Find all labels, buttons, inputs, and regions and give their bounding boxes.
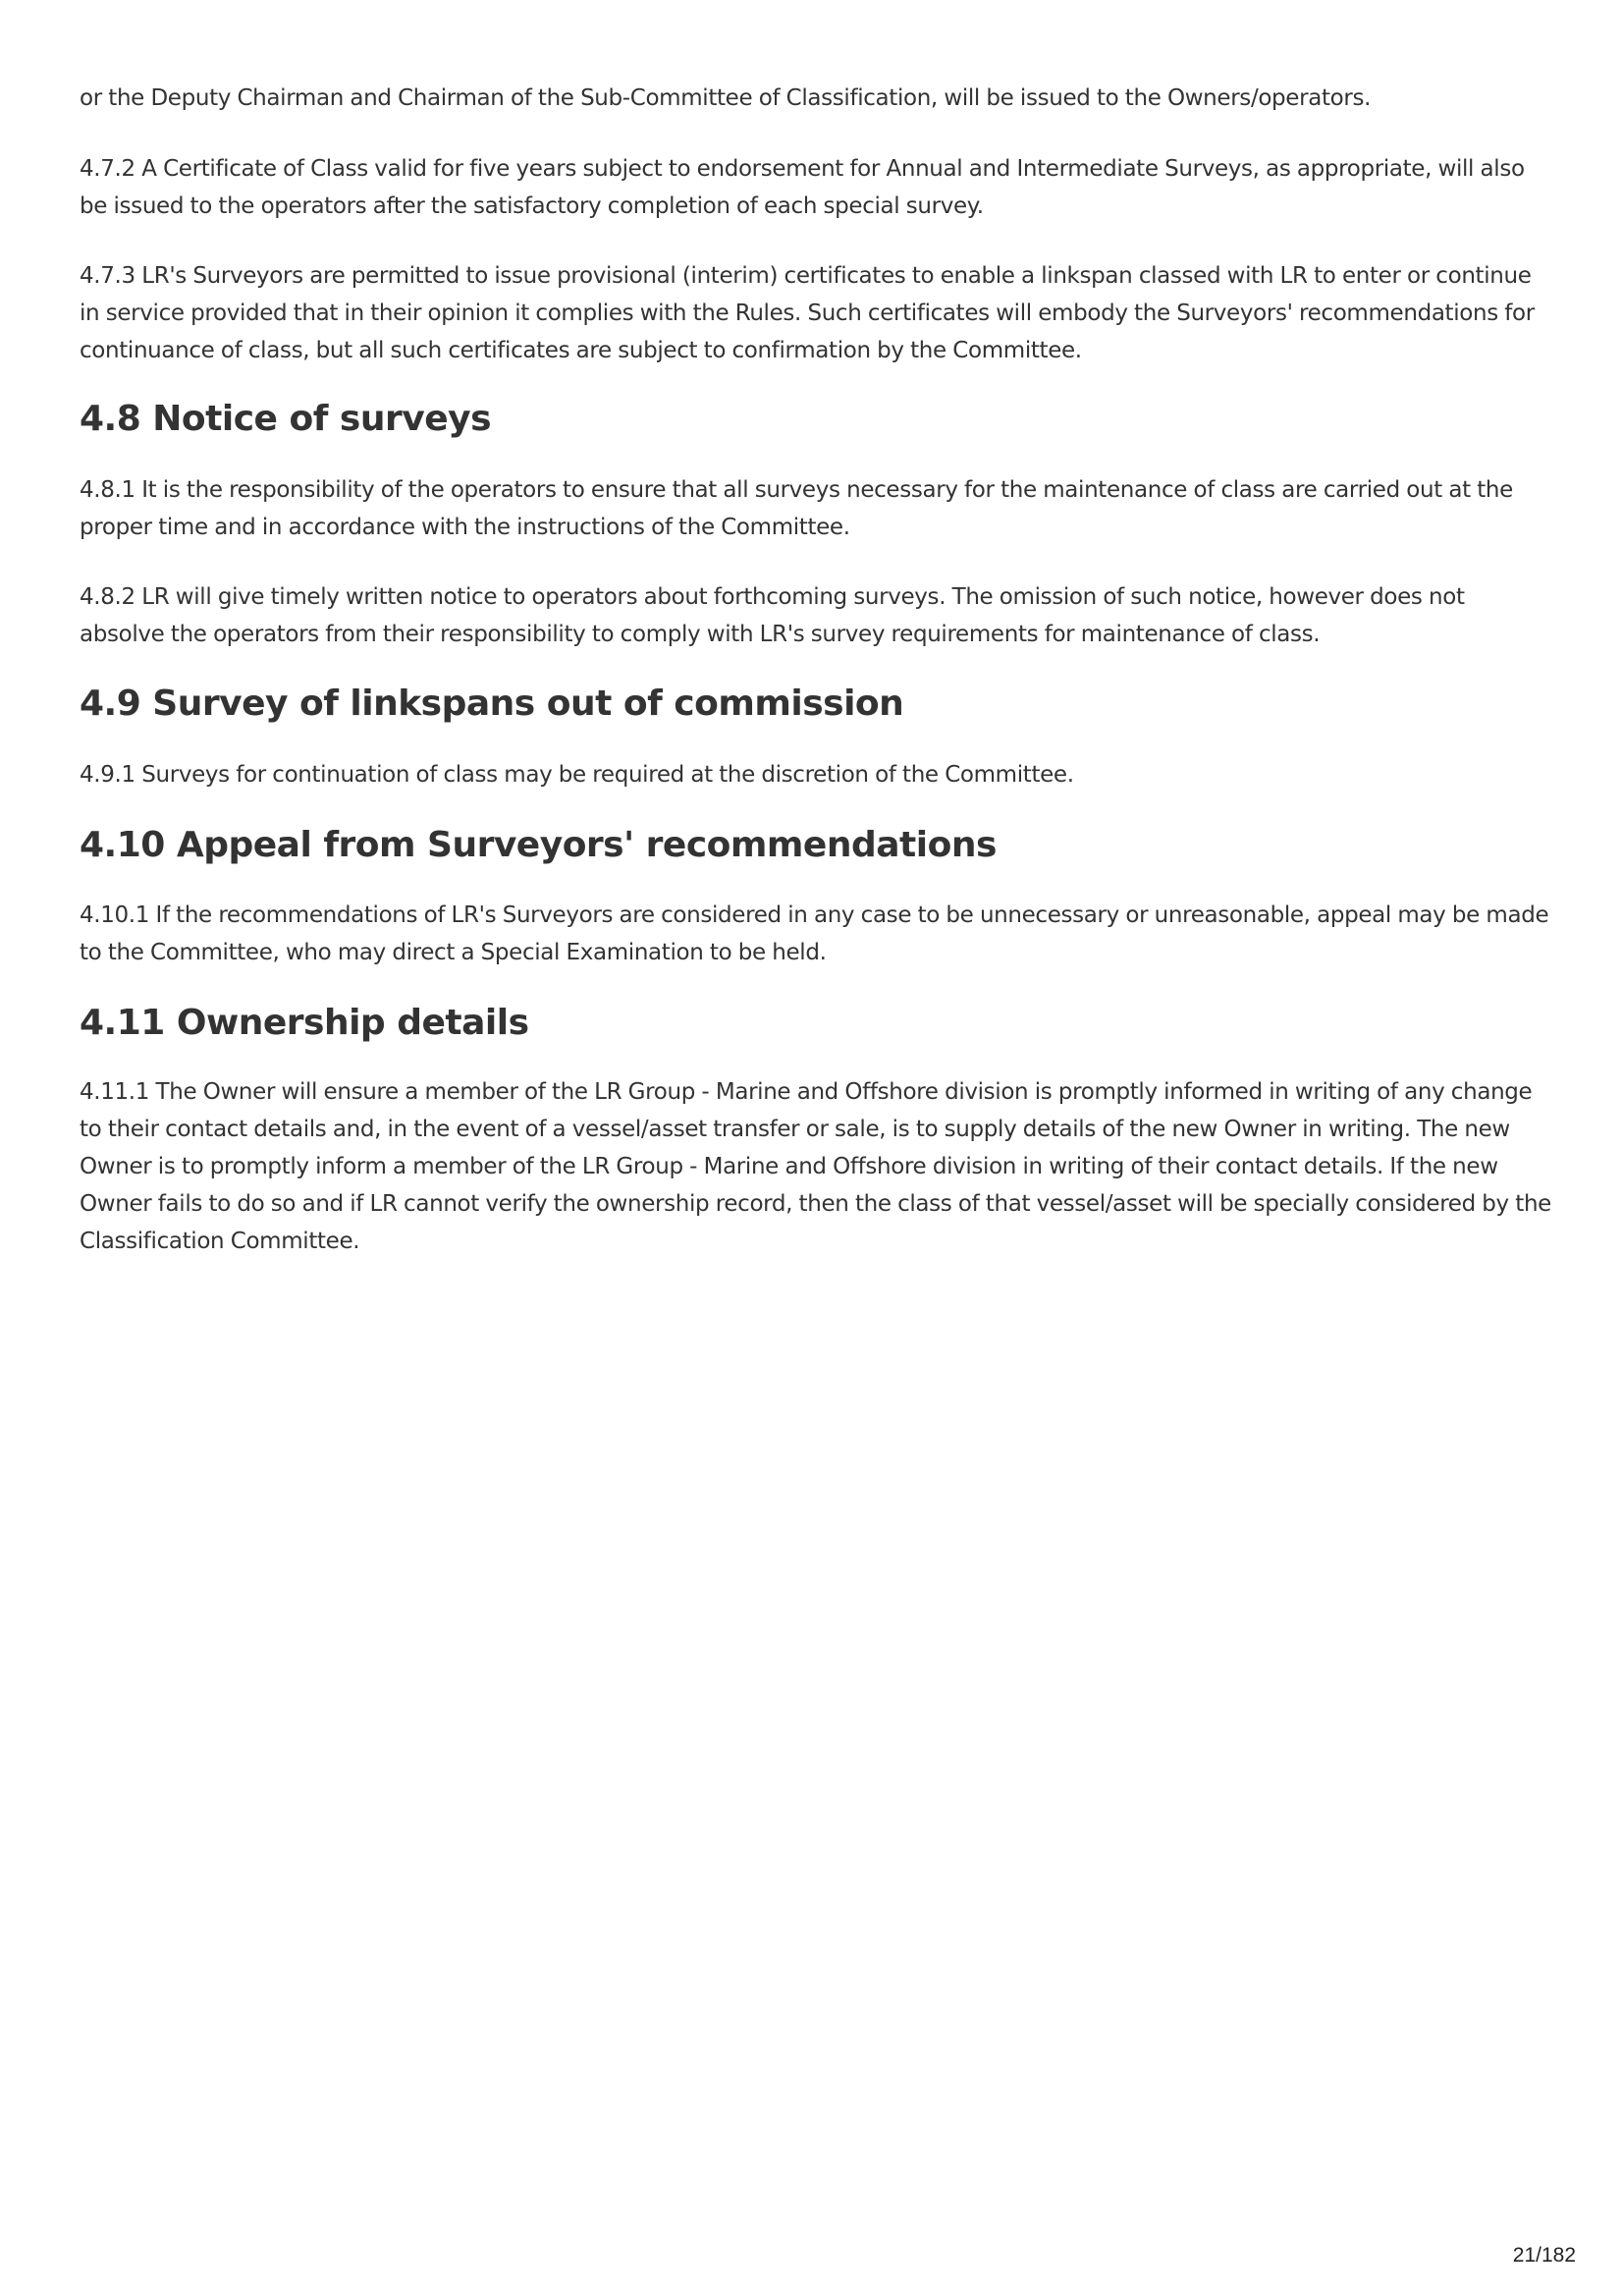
paragraph-4-8-1: 4.8.1 It is the responsibility of the operators to ensure that all surveys necessary for the maintenance of class are carried out at the proper time and in accordance with the instructions of the Committee.	[80, 477, 1513, 540]
paragraph-4-7-1-continued: or the Deputy Chairman and Chairman of the Sub-Committee of Classification, will be issued to the Owners/operators.	[80, 85, 1372, 111]
section-heading-4-9: 4.9 Survey of linkspans out of commission	[80, 683, 904, 724]
section-heading-4-10: 4.10 Appeal from Surveyors' recommendations	[80, 825, 997, 865]
paragraph-4-7-2: 4.7.2 A Certificate of Class valid for five years subject to endorsement for Annual and Intermediate Surveys, as appropriate, will also be issued to the operators after the satisfactory completion of each special survey.	[80, 156, 1525, 219]
page-number: 21/182	[1512, 2244, 1576, 2267]
section-heading-4-11: 4.11 Ownership details	[80, 1003, 529, 1043]
paragraph-4-11-1: 4.11.1 The Owner will ensure a member of the LR Group - Marine and Offshore division is promptly informed in writing of any change to their contact details and, in the event of a vessel/asset transfer or sale, is to supply details of the new Owner in writing. The new Owner is to promptly inform a member of the LR Group - Marine and Offshore division in writing of their contact details. If the new Owner fails to do so and if LR cannot verify the ownership record, then the class of that vessel/asset will be specially considered by the Classification Committee.	[80, 1079, 1551, 1254]
paragraph-4-10-1: 4.10.1 If the recommendations of LR's Surveyors are considered in any case to be unnecessary or unreasonable, appeal may be made to the Committee, who may direct a Special Examination to be held.	[80, 902, 1549, 965]
paragraph-4-7-3: 4.7.3 LR's Surveyors are permitted to issue provisional (interim) certificates to enable a linkspan classed with LR to enter or continue in service provided that in their opinion it complies with the Rules. Such certificates will embody the Surveyors' recommendations for continuance of class, but all such certificates are subject to confirmation by the Committee.	[80, 263, 1535, 363]
section-heading-4-8: 4.8 Notice of surveys	[80, 399, 492, 439]
paragraph-4-9-1: 4.9.1 Surveys for continuation of class may be required at the discretion of the Committee.	[80, 762, 1074, 788]
paragraph-4-8-2: 4.8.2 LR will give timely written notice to operators about forthcoming surveys. The omission of such notice, however does not absolve the operators from their responsibility to comply with LR's survey requirements for maintenance of class.	[80, 584, 1465, 647]
